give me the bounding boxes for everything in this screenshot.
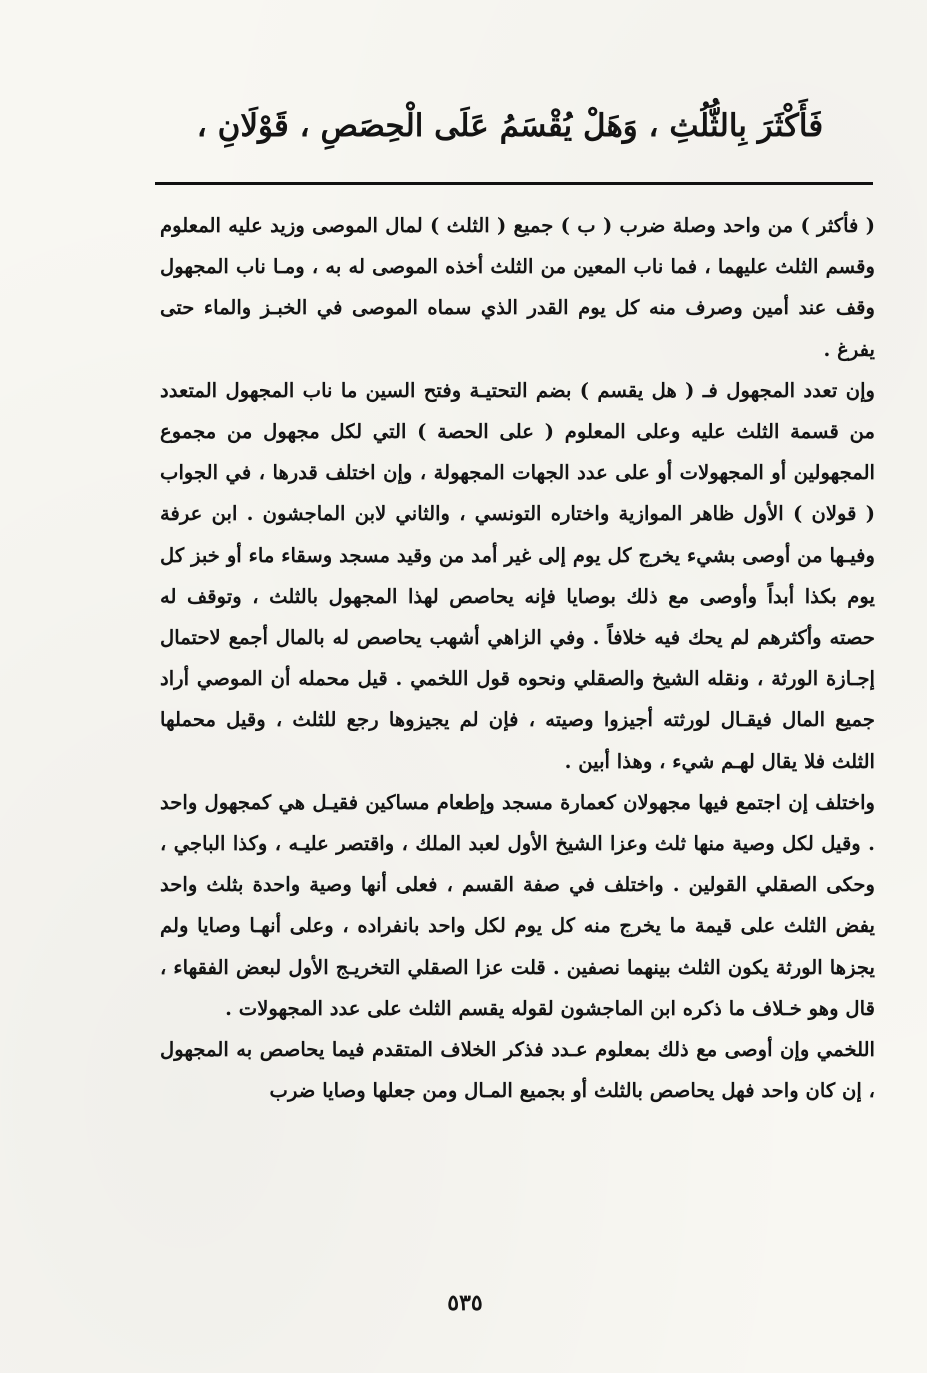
header-divider xyxy=(155,182,873,185)
paragraph: ( فأكثر ) من واحد وصلة ضرب ( ب ) جميع ( الثلث ) لمال الموصى وزيد عليه المعلوم وقسم الثلث عليهما ، فما ناب المعين من الثلث أخذه الموصى له به ، ومـا ناب المجهول وقف عند أمين وصرف منه كل يوم القدر الذي سماه الموصى في الخبـز والماء حتى يفرغ . xyxy=(160,214,875,361)
paragraph: واختلف إن اجتمع فيها مجهولان كعمارة مسجد وإطعام مساكين فقيـل هي كمجهول واحد . وقيل لكل وصية منها ثلث وعزا الشيخ الأول لعبد الملك ، واقتصر عليـه ، وكذا الباجي ، وحكى الصقلي القولين . واختلف في صفة القسم ، فعلى أنها وصية واحدة بثلث واحد يفض الثلث على قيمة ما يخرج منه كل يوم لكل واحد بانفراده ، وعلى أنهـا وصايا ولم يجزها الورثة يكون الثلث بينهما نصفين . قلت عزا الصقلي التخريـج الأول لبعض الفقهاء ، قال وهو خـلاف ما ذكره ابن الماجشون لقوله يقسم الثلث على عدد المجهولات . xyxy=(160,790,875,1020)
page-title: فَأَكْثَرَ بِالثُّلُثِ ، وَهَلْ يُقْسَمُ عَلَى الْحِصَصِ ، قَوْلَانِ ، xyxy=(196,108,824,144)
page-body xyxy=(160,205,875,1111)
page-number: ٥٣٥ xyxy=(447,1290,483,1316)
paragraph: اللخمي وإن أوصى مع ذلك بمعلوم عـدد فذكر الخلاف المتقدم فيما يحاصص به المجهول ، إن كان واحد فهل يحاصص بالثلث أو بجميع المـال ومن جعلها وصايا ضرب xyxy=(160,1038,875,1103)
paragraph: وإن تعدد المجهول فـ ( هل يقسم ) بضم التحتيـة وفتح السين ما ناب المجهول المتعدد من قسمة الثلث عليه وعلى المعلوم ( على الحصة ) التي لكل مجهول من مجموع المجهولين أو المجهولات أو على عدد الجهات المجهولة ، وإن اختلف قدرها ، في الجواب ( قولان ) الأول ظاهر الموازية واختاره التونسي ، والثاني لابن الماجشون . ابن عرفة وفيـها من أوصى بشيء يخرج كل يوم إلى غير أمد من وقيد مسجد وسقاء ماء أو خبز كل يوم بكذا أبداً وأوصى مع ذلك بوصايا فإنه يحاصص لهذا المجهول بالثلث ، وتوقف له حصته وأكثرهم لم يحك فيه خلافاً . وفي الزاهي أشهب يحاصص له بالمال أجمع لاحتمال إجـازة الورثة ، ونقله الشيخ والصقلي ونحوه قول اللخمي . قيل محمله أن الموصي أراد جميع المال فيقـال لورثته أجيزوا وصيته ، فإن لم يجيزوها رجع للثلث ، وقيل محملها الثلث فلا يقال لهـم شيء ، وهذا أبين . xyxy=(160,378,875,773)
